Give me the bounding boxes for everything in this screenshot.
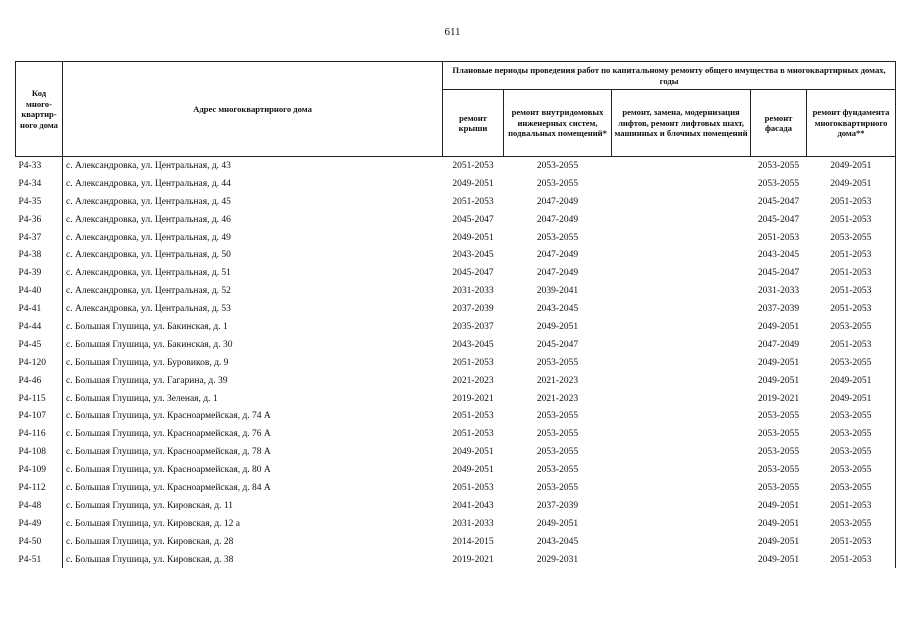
cell-foundation: 2051-2053 [807, 211, 896, 229]
cell-code: Р4-116 [18, 429, 46, 440]
header-foundation: ремонт фундамента многоквартирного дома** [807, 90, 896, 157]
table-row [16, 497, 896, 515]
cell-lifts [612, 318, 751, 336]
cell-foundation: 2051-2053 [807, 282, 896, 300]
cell-code: Р4-48 [18, 500, 42, 511]
cell-roof: 2049-2051 [452, 178, 494, 189]
header-periods: Плановые периоды проведения работ по капитальному ремонту общего имущества в многоквартирных домах, годы [443, 62, 896, 90]
cell-lifts [612, 264, 751, 282]
cell-address: с. Большая Глушица, ул. Красноармейская, д. 84 А [63, 479, 443, 497]
cell-facade: 2045-2047 [757, 268, 800, 279]
cell-systems: 2047-2049 [536, 214, 579, 225]
cell-roof: 2043-2045 [452, 339, 494, 350]
cell-address: с. Большая Глушица, ул. Кировская, д. 38 [63, 551, 443, 569]
cell-facade: 2037-2039 [757, 304, 800, 315]
cell-address: с. Александровка, ул. Центральная, д. 52 [63, 282, 443, 300]
cell-facade: 2053-2055 [757, 160, 800, 171]
cell-roof: 2051-2053 [452, 160, 494, 171]
cell-systems: 2043-2045 [536, 536, 579, 547]
table-row [16, 461, 896, 479]
cell-code: Р4-46 [18, 375, 42, 386]
cell-address: с. Большая Глушица, ул. Бакинская, д. 1 [63, 318, 443, 336]
cell-foundation: 2053-2055 [807, 515, 896, 533]
table-row [16, 533, 896, 551]
cell-code: Р4-35 [18, 196, 42, 207]
cell-facade: 2051-2053 [757, 232, 800, 243]
cell-foundation: 2053-2055 [807, 407, 896, 425]
cell-lifts [612, 157, 751, 175]
cell-systems: 2053-2055 [536, 429, 579, 440]
cell-address: с. Большая Глушица, ул. Красноармейская, д. 80 А [63, 461, 443, 479]
cell-facade: 2053-2055 [757, 429, 800, 440]
cell-foundation: 2051-2053 [807, 193, 896, 211]
cell-code: Р4-34 [18, 178, 42, 189]
table-row [16, 264, 896, 282]
table-row [16, 193, 896, 211]
cell-address: с. Александровка, ул. Центральная, д. 43 [63, 157, 443, 175]
cell-foundation: 2049-2051 [807, 175, 896, 193]
cell-code: Р4-45 [18, 339, 42, 350]
cell-code: Р4-120 [18, 357, 46, 368]
cell-roof: 2049-2051 [452, 447, 494, 458]
cell-code: Р4-51 [18, 554, 42, 565]
table-row [16, 372, 896, 390]
header-lifts: ремонт, замена, модернизация лифтов, ремонт лифтовых шахт, машинных и блочных помещений [612, 90, 751, 157]
cell-systems: 2045-2047 [536, 339, 579, 350]
cell-facade: 2019-2021 [757, 393, 800, 404]
cell-systems: 2053-2055 [536, 232, 579, 243]
table-row [16, 318, 896, 336]
cell-systems: 2053-2055 [536, 447, 579, 458]
cell-lifts [612, 407, 751, 425]
cell-roof: 2031-2033 [452, 286, 494, 297]
cell-systems: 2029-2031 [536, 554, 579, 565]
cell-address: с. Большая Глушица, ул. Бакинская, д. 30 [63, 336, 443, 354]
cell-code: Р4-39 [18, 268, 42, 279]
cell-code: Р4-40 [18, 286, 42, 297]
cell-roof: 2051-2053 [452, 429, 494, 440]
table-row [16, 229, 896, 247]
table-row [16, 336, 896, 354]
cell-lifts [612, 336, 751, 354]
cell-systems: 2053-2055 [536, 178, 579, 189]
cell-address: с. Большая Глушица, ул. Кировская, д. 12 а [63, 515, 443, 533]
cell-code: Р4-108 [18, 447, 46, 458]
cell-lifts [612, 497, 751, 515]
cell-code: Р4-37 [18, 232, 42, 243]
cell-lifts [612, 300, 751, 318]
table-row [16, 157, 896, 175]
header-facade: ремонт фасада [751, 90, 807, 157]
cell-address: с. Большая Глушица, ул. Красноармейская, д. 78 А [63, 443, 443, 461]
cell-address: с. Александровка, ул. Центральная, д. 44 [63, 175, 443, 193]
cell-foundation: 2051-2053 [807, 336, 896, 354]
cell-facade: 2045-2047 [757, 214, 800, 225]
cell-foundation: 2053-2055 [807, 443, 896, 461]
cell-facade: 2049-2051 [757, 554, 800, 565]
cell-roof: 2035-2037 [452, 321, 494, 332]
cell-facade: 2049-2051 [757, 500, 800, 511]
cell-address: с. Большая Глушица, ул. Кировская, д. 28 [63, 533, 443, 551]
cell-lifts [612, 372, 751, 390]
cell-roof: 2031-2033 [452, 518, 494, 529]
cell-lifts [612, 193, 751, 211]
cell-facade: 2049-2051 [757, 375, 800, 386]
header-code: Код много-квартир-ного дома [16, 62, 63, 157]
cell-address: с. Большая Глушица, ул. Красноармейская, д. 76 А [63, 425, 443, 443]
cell-facade: 2049-2051 [757, 518, 800, 529]
cell-address: с. Большая Глушица, ул. Красноармейская, д. 74 А [63, 407, 443, 425]
cell-systems: 2047-2049 [536, 196, 579, 207]
cell-facade: 2049-2051 [757, 357, 800, 368]
cell-lifts [612, 461, 751, 479]
cell-facade: 2053-2055 [757, 447, 800, 458]
table-row [16, 390, 896, 408]
cell-code: Р4-109 [18, 465, 46, 476]
table-row [16, 515, 896, 533]
cell-address: с. Большая Глушица, ул. Буровиков, д. 9 [63, 354, 443, 372]
header-roof: ремонт крыши [443, 90, 504, 157]
header-systems: ремонт внутридомовых инженерных систем, подвальных помещений* [504, 90, 612, 157]
cell-facade: 2031-2033 [757, 286, 800, 297]
cell-roof: 2037-2039 [452, 304, 494, 315]
table-row [16, 175, 896, 193]
cell-facade: 2053-2055 [757, 482, 800, 493]
table-row [16, 425, 896, 443]
cell-code: Р4-112 [18, 482, 46, 493]
cell-facade: 2053-2055 [757, 465, 800, 476]
cell-lifts [612, 515, 751, 533]
cell-systems: 2047-2049 [536, 250, 579, 261]
cell-roof: 2051-2053 [452, 482, 494, 493]
cell-code: Р4-33 [18, 160, 42, 171]
cell-facade: 2045-2047 [757, 196, 800, 207]
cell-foundation: 2051-2053 [807, 551, 896, 569]
cell-address: с. Александровка, ул. Центральная, д. 49 [63, 229, 443, 247]
table-row [16, 407, 896, 425]
cell-lifts [612, 533, 751, 551]
cell-roof: 2019-2021 [452, 393, 494, 404]
cell-foundation: 2051-2053 [807, 497, 896, 515]
cell-address: с. Большая Глушица, ул. Зеленая, д. 1 [63, 390, 443, 408]
cell-address: с. Большая Глушица, ул. Кировская, д. 11 [63, 497, 443, 515]
cell-lifts [612, 390, 751, 408]
cell-code: Р4-41 [18, 304, 42, 315]
cell-lifts [612, 246, 751, 264]
cell-lifts [612, 425, 751, 443]
cell-foundation: 2051-2053 [807, 533, 896, 551]
cell-code: Р4-49 [18, 518, 42, 529]
cell-systems: 2021-2023 [536, 375, 579, 386]
cell-address: с. Александровка, ул. Центральная, д. 45 [63, 193, 443, 211]
cell-systems: 2053-2055 [536, 411, 579, 422]
cell-code: Р4-50 [18, 536, 42, 547]
cell-systems: 2053-2055 [536, 482, 579, 493]
cell-code: Р4-107 [18, 411, 46, 422]
cell-foundation: 2049-2051 [807, 390, 896, 408]
cell-foundation: 2053-2055 [807, 479, 896, 497]
cell-systems: 2047-2049 [536, 268, 579, 279]
cell-foundation: 2051-2053 [807, 300, 896, 318]
cell-lifts [612, 229, 751, 247]
table-row [16, 551, 896, 569]
cell-roof: 2041-2043 [452, 500, 494, 511]
cell-facade: 2053-2055 [757, 178, 800, 189]
cell-foundation: 2049-2051 [807, 157, 896, 175]
table-row [16, 443, 896, 461]
cell-facade: 2053-2055 [757, 411, 800, 422]
cell-code: Р4-36 [18, 214, 42, 225]
cell-foundation: 2053-2055 [807, 425, 896, 443]
cell-systems: 2053-2055 [536, 465, 579, 476]
cell-foundation: 2053-2055 [807, 229, 896, 247]
cell-roof: 2043-2045 [452, 250, 494, 261]
cell-code: Р4-115 [18, 393, 46, 404]
cell-systems: 2037-2039 [536, 500, 579, 511]
cell-roof: 2051-2053 [452, 196, 494, 207]
cell-address: с. Александровка, ул. Центральная, д. 50 [63, 246, 443, 264]
cell-lifts [612, 443, 751, 461]
table-row [16, 211, 896, 229]
cell-facade: 2049-2051 [757, 536, 800, 547]
cell-systems: 2039-2041 [536, 286, 579, 297]
cell-roof: 2051-2053 [452, 411, 494, 422]
cell-code: Р4-44 [18, 321, 42, 332]
cell-systems: 2053-2055 [536, 160, 579, 171]
cell-roof: 2014-2015 [452, 536, 494, 547]
cell-systems: 2021-2023 [536, 393, 579, 404]
table-row [16, 246, 896, 264]
cell-address: с. Александровка, ул. Центральная, д. 53 [63, 300, 443, 318]
capital-repair-table [15, 61, 896, 568]
cell-lifts [612, 175, 751, 193]
cell-systems: 2049-2051 [536, 518, 579, 529]
cell-facade: 2047-2049 [757, 339, 800, 350]
cell-lifts [612, 551, 751, 569]
table-row [16, 300, 896, 318]
cell-foundation: 2053-2055 [807, 354, 896, 372]
cell-roof: 2049-2051 [452, 465, 494, 476]
table-row [16, 479, 896, 497]
cell-roof: 2021-2023 [452, 375, 494, 386]
table-row [16, 282, 896, 300]
cell-systems: 2053-2055 [536, 357, 579, 368]
cell-roof: 2049-2051 [452, 232, 494, 243]
cell-foundation: 2051-2053 [807, 246, 896, 264]
cell-lifts [612, 211, 751, 229]
cell-foundation: 2053-2055 [807, 318, 896, 336]
page-number: 611 [444, 26, 461, 38]
cell-roof: 2045-2047 [452, 268, 494, 279]
cell-foundation: 2053-2055 [807, 461, 896, 479]
cell-roof: 2045-2047 [452, 214, 494, 225]
cell-roof: 2051-2053 [452, 357, 494, 368]
table-body [16, 157, 896, 569]
header-address: Адрес многоквартирного дома [63, 62, 443, 157]
cell-roof: 2019-2021 [452, 554, 494, 565]
cell-address: с. Александровка, ул. Центральная, д. 51 [63, 264, 443, 282]
cell-lifts [612, 479, 751, 497]
cell-foundation: 2049-2051 [807, 372, 896, 390]
cell-facade: 2049-2051 [757, 321, 800, 332]
table-header [16, 62, 896, 157]
cell-lifts [612, 282, 751, 300]
cell-address: с. Большая Глушица, ул. Гагарина, д. 39 [63, 372, 443, 390]
cell-foundation: 2051-2053 [807, 264, 896, 282]
cell-facade: 2043-2045 [757, 250, 800, 261]
cell-systems: 2043-2045 [536, 304, 579, 315]
cell-systems: 2049-2051 [536, 321, 579, 332]
cell-code: Р4-38 [18, 250, 42, 261]
cell-address: с. Александровка, ул. Центральная, д. 46 [63, 211, 443, 229]
table-row [16, 354, 896, 372]
cell-lifts [612, 354, 751, 372]
